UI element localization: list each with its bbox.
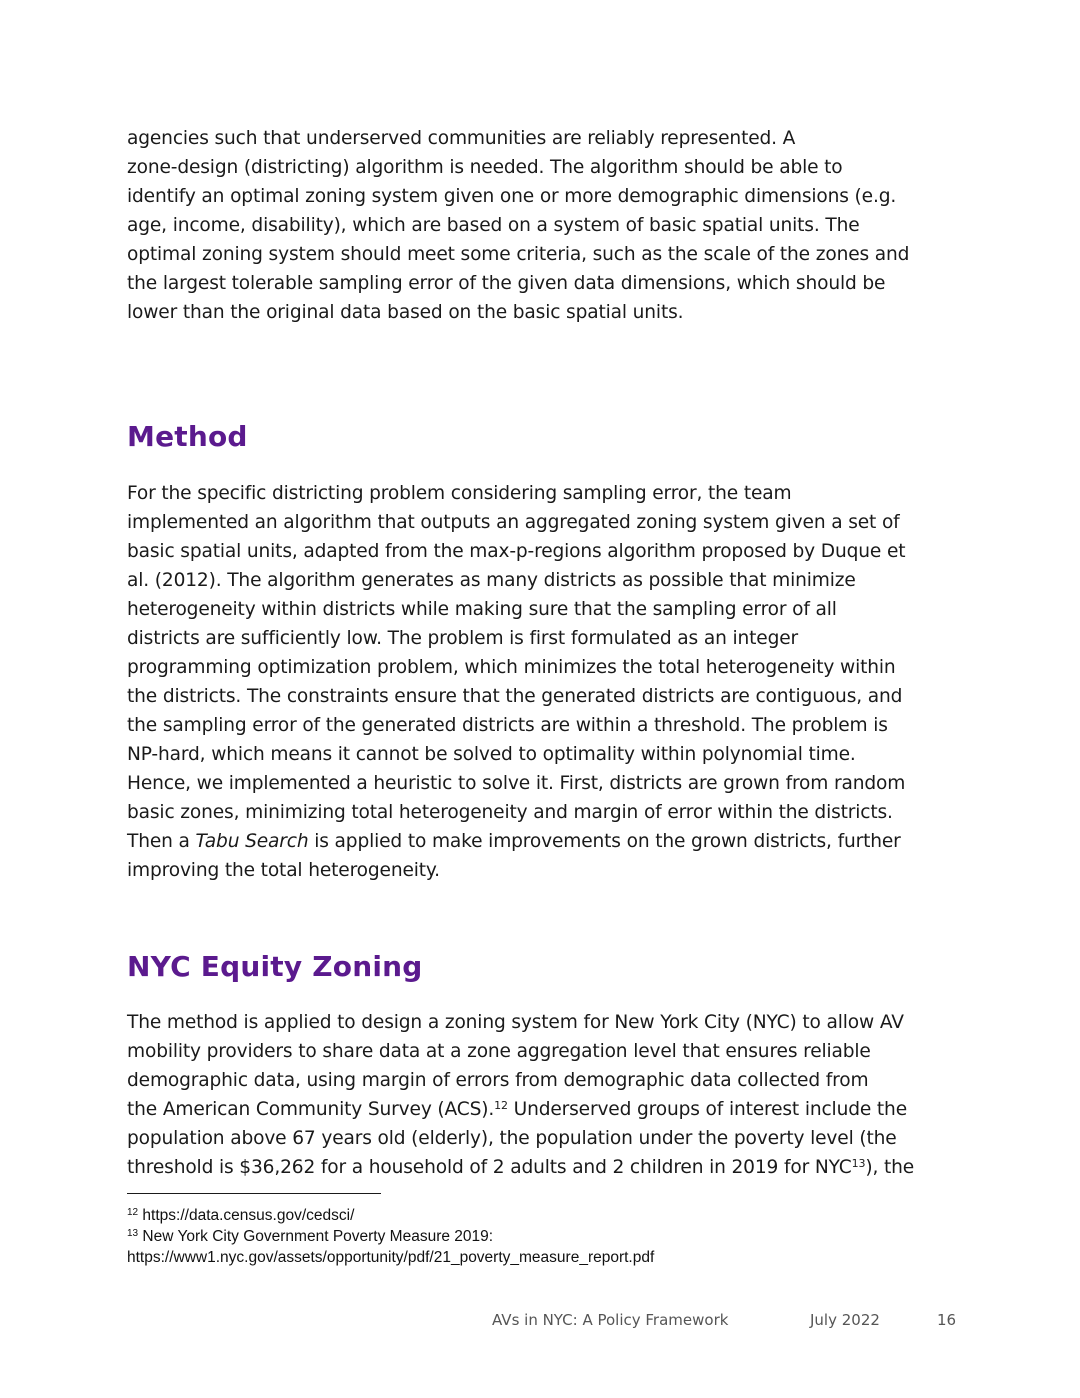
- nyc-line: demographic data, using margin of errors from demographic data collected from: [127, 1070, 869, 1091]
- nyc-line-text: Underserved groups of interest include the: [507, 1099, 907, 1120]
- nyc-line: [127, 1095, 957, 1124]
- nyc-line-text: threshold is $36,262 for a household of 2 adults and 2 children in 2019 for NYC: [127, 1157, 852, 1178]
- tabu-search-term: Tabu Search: [195, 831, 309, 852]
- intro-line: the largest tolerable sampling error of the given data dimensions, which should be: [127, 273, 886, 294]
- method-line: basic spatial units, adapted from the max-p-regions algorithm proposed by Duque et: [127, 541, 906, 562]
- footer-date: July 2022: [810, 1311, 880, 1329]
- nyc-line: population above 67 years old (elderly), the population under the poverty level (the: [127, 1128, 897, 1149]
- footnote-12-link[interactable]: https://data.census.gov/cedsci/: [138, 1207, 355, 1224]
- intro-line: agencies such that underserved communities are reliably represented. A: [127, 128, 796, 149]
- nyc-line: The method is applied to design a zoning system for New York City (NYC) to allow AV: [127, 1012, 904, 1033]
- nyc-equity-heading: NYC Equity Zoning: [127, 950, 423, 983]
- method-line: NP-hard, which means it cannot be solved to optimality within polynomial time.: [127, 744, 856, 765]
- method-line: [127, 827, 957, 856]
- footnote-number: 13: [127, 1228, 139, 1239]
- intro-paragraph: [127, 124, 957, 327]
- method-line: Hence, we implemented a heuristic to solve it. First, districts are grown from random: [127, 773, 906, 794]
- method-line: implemented an algorithm that outputs an aggregated zoning system given a set of: [127, 512, 900, 533]
- footnote-13: [127, 1226, 957, 1247]
- method-line: For the specific districting problem considering sampling error, the team: [127, 483, 792, 504]
- method-line: heterogeneity within districts while making sure that the sampling error of all: [127, 599, 837, 620]
- method-paragraph: [127, 479, 957, 885]
- intro-line: lower than the original data based on the basic spatial units.: [127, 302, 684, 323]
- method-line: the sampling error of the generated districts are within a threshold. The problem is: [127, 715, 888, 736]
- page-number: 16: [937, 1311, 957, 1329]
- method-line-text: Then a: [127, 831, 196, 852]
- intro-line: optimal zoning system should meet some criteria, such as the scale of the zones and: [127, 244, 910, 265]
- intro-line: identify an optimal zoning system given one or more demographic dimensions (e.g.: [127, 186, 897, 207]
- method-heading: Method: [127, 420, 248, 453]
- footnote-divider: [127, 1193, 381, 1194]
- nyc-line: mobility providers to share data at a zone aggregation level that ensures reliable: [127, 1041, 871, 1062]
- footnote-13-text: New York City Government Poverty Measure 2019:: [138, 1228, 494, 1245]
- method-line: al. (2012). The algorithm generates as many districts as possible that minimize: [127, 570, 856, 591]
- method-line: programming optimization problem, which minimizes the total heterogeneity within: [127, 657, 896, 678]
- footnote-ref-13[interactable]: 13: [851, 1157, 866, 1170]
- footnotes: [127, 1205, 957, 1268]
- footnote-12: [127, 1205, 957, 1226]
- nyc-line: [127, 1153, 957, 1182]
- intro-line: zone-design (districting) algorithm is needed. The algorithm should be able to: [127, 157, 843, 178]
- method-line-text: is applied to make improvements on the grown districts, further: [308, 831, 901, 852]
- footnote-13-link[interactable]: https://www1.nyc.gov/assets/opportunity/pdf/21_poverty_measure_report.pdf: [127, 1249, 655, 1266]
- method-line: districts are sufficiently low. The problem is first formulated as an integer: [127, 628, 799, 649]
- method-line: the districts. The constraints ensure that the generated districts are contiguous, and: [127, 686, 903, 707]
- nyc-paragraph: [127, 1008, 957, 1182]
- footer-title: AVs in NYC: A Policy Framework: [492, 1311, 729, 1329]
- method-line: improving the total heterogeneity.: [127, 860, 440, 881]
- footnote-number: 12: [127, 1207, 139, 1218]
- intro-line: age, income, disability), which are based on a system of basic spatial units. The: [127, 215, 860, 236]
- nyc-line-text: the American Community Survey (ACS).: [127, 1099, 495, 1120]
- method-line: basic zones, minimizing total heterogeneity and margin of error within the districts.: [127, 802, 893, 823]
- nyc-line-text: ), the: [865, 1157, 915, 1178]
- footnote-ref-12[interactable]: 12: [494, 1099, 508, 1112]
